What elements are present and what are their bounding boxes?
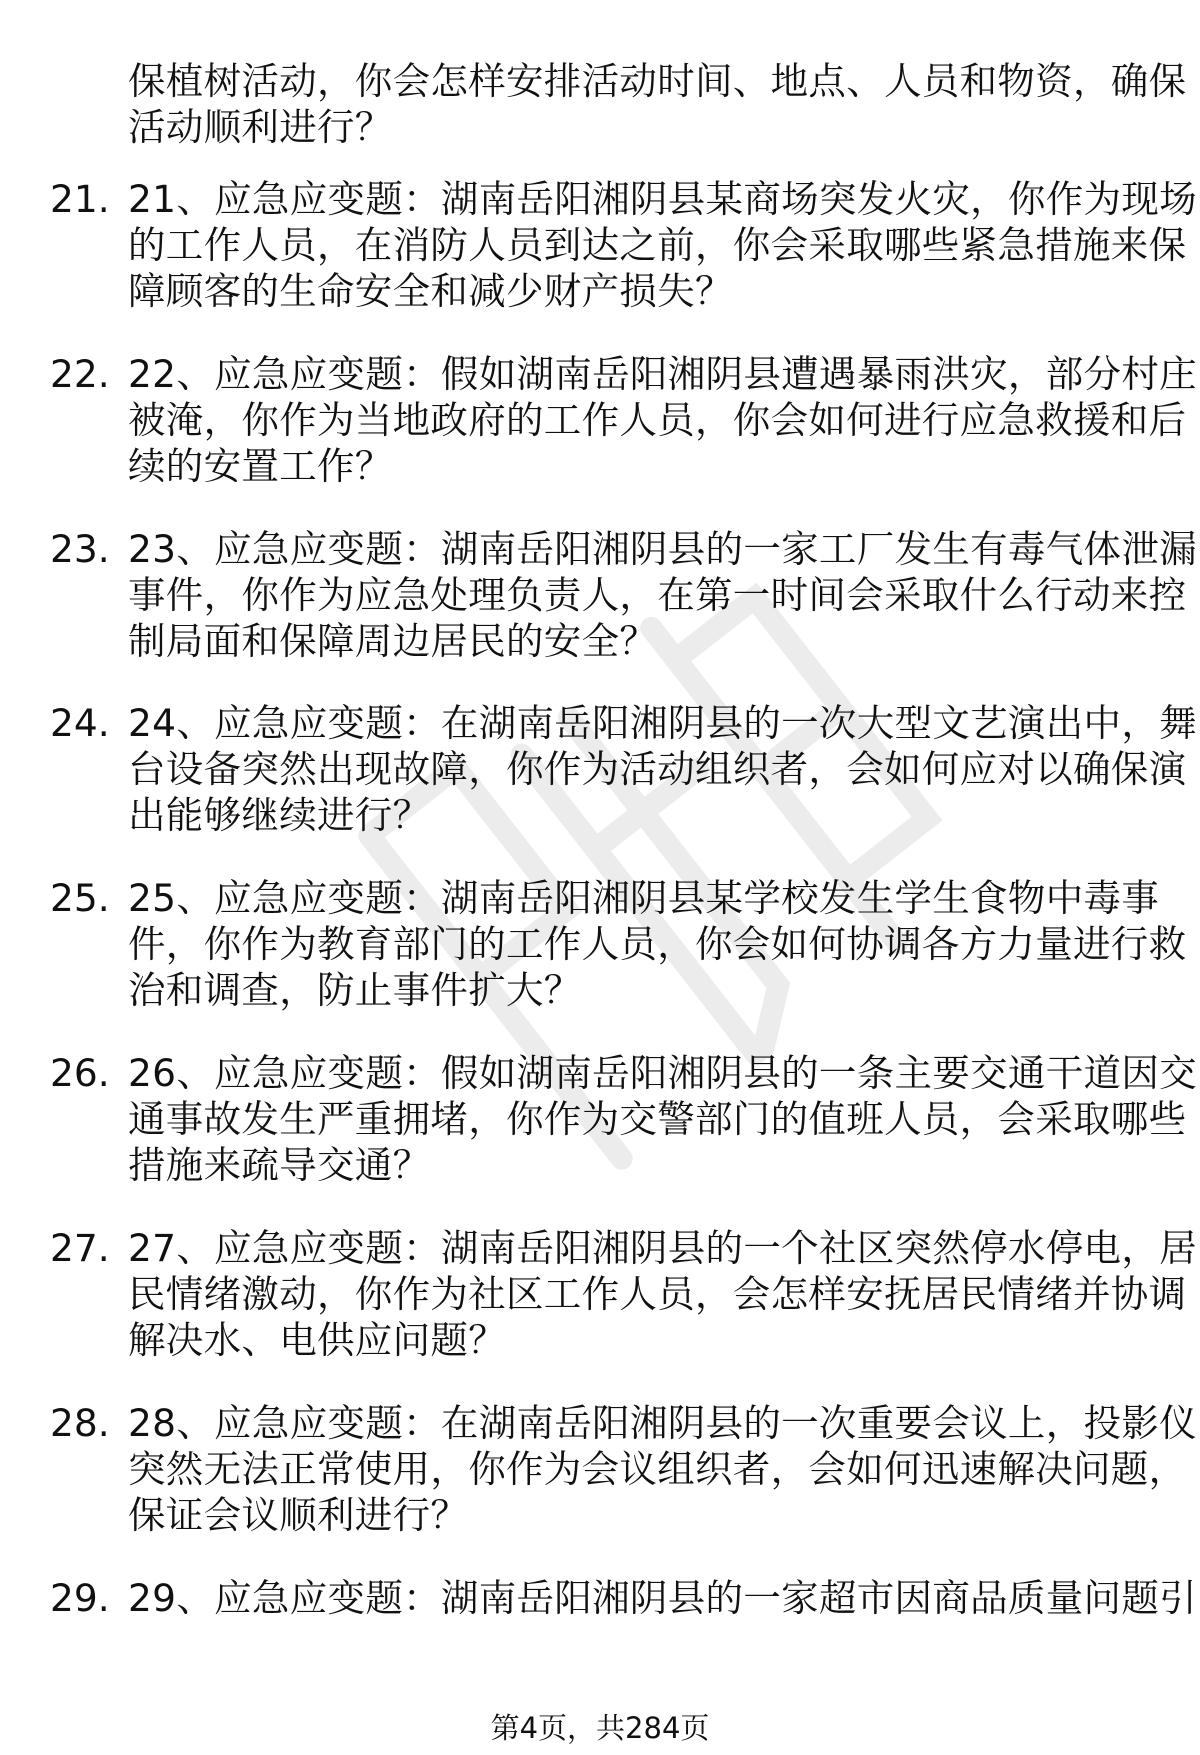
item-text-line: 事件，你作为应急处理负责人，在第一时间会采取什么行动来控 xyxy=(128,573,1187,617)
item-text-line: 民情绪激动，你作为社区工作人员，会怎样安抚居民情绪并协调 xyxy=(128,1272,1187,1316)
item-number: 22. xyxy=(50,352,110,396)
item-number: 27. xyxy=(50,1226,110,1270)
item-number: 23. xyxy=(50,527,110,571)
item-text-line: 的工作人员，在消防人员到达之前，你会采取哪些紧急措施来保 xyxy=(128,223,1187,267)
item-text-line: 制局面和保障周边居民的安全？ xyxy=(128,619,658,663)
item-text-line: 件，你作为教育部门的工作人员，你会如何协调各方力量进行救 xyxy=(128,922,1187,966)
item-text-line: 22、应急应变题：假如湖南岳阳湘阴县遭遇暴雨洪灾，部分村庄 xyxy=(128,352,1197,396)
item-text-line: 治和调查，防止事件扩大？ xyxy=(128,968,582,1012)
item-text-line: 续的安置工作？ xyxy=(128,444,393,488)
item-number: 25. xyxy=(50,876,110,920)
item-text-line: 27、应急应变题：湖南岳阳湘阴县的一个社区突然停水停电，居 xyxy=(128,1226,1197,1270)
item-text-line: 突然无法正常使用，你作为会议组织者，会如何迅速解决问题， xyxy=(128,1447,1187,1491)
continuation-line: 保植树活动，你会怎样安排活动时间、地点、人员和物资，确保 xyxy=(128,59,1187,103)
item-number: 29. xyxy=(50,1576,110,1620)
item-text-line: 28、应急应变题：在湖南岳阳湘阴县的一次重要会议上，投影仪 xyxy=(128,1401,1197,1445)
item-text-line: 29、应急应变题：湖南岳阳湘阴县的一家超市因商品质量问题引 xyxy=(128,1576,1197,1620)
item-number: 28. xyxy=(50,1401,110,1445)
item-number: 21. xyxy=(50,177,110,221)
item-text-line: 解决水、电供应问题？ xyxy=(128,1318,506,1362)
item-text-line: 障顾客的生命安全和减少财产损失？ xyxy=(128,269,733,313)
item-text-line: 25、应急应变题：湖南岳阳湘阴县某学校发生学生食物中毒事 xyxy=(128,876,1160,920)
item-text-line: 出能够继续进行？ xyxy=(128,793,431,837)
page-footer: 第4页，共284页 xyxy=(490,1711,710,1745)
item-number: 26. xyxy=(50,1051,110,1095)
item-text-line: 通事故发生严重拥堵，你作为交警部门的值班人员，会采取哪些 xyxy=(128,1097,1187,1141)
continuation-line: 活动顺利进行？ xyxy=(128,105,393,149)
item-text-line: 台设备突然出现故障，你作为活动组织者，会如何应对以确保演 xyxy=(128,747,1187,791)
item-text-line: 措施来疏导交通？ xyxy=(128,1143,431,1187)
item-text-line: 26、应急应变题：假如湖南岳阳湘阴县的一条主要交通干道因交 xyxy=(128,1051,1197,1095)
item-text-line: 保证会议顺利进行？ xyxy=(128,1493,469,1537)
item-text-line: 24、应急应变题：在湖南岳阳湘阴县的一次大型文艺演出中，舞 xyxy=(128,701,1197,745)
item-text-line: 21、应急应变题：湖南岳阳湘阴县某商场突发火灾，你作为现场 xyxy=(128,177,1197,221)
item-text-line: 被淹，你作为当地政府的工作人员，你会如何进行应急救援和后 xyxy=(128,398,1187,442)
item-number: 24. xyxy=(50,701,110,745)
item-text-line: 23、应急应变题：湖南岳阳湘阴县的一家工厂发生有毒气体泄漏 xyxy=(128,527,1197,571)
